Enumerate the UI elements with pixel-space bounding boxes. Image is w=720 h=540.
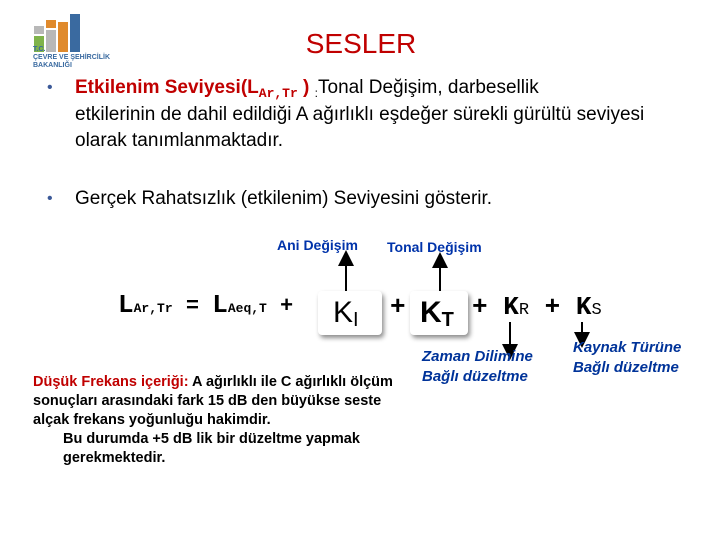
kaynak-line2: Bağlı düzeltme [573,359,679,376]
formula-eq: = [172,294,213,319]
formula-L2: L [212,290,228,320]
tonal-degisim-label: Tonal Değişim [387,239,482,255]
logo-text: T.C. ÇEVRE VE ŞEHİRCİLİK BAKANLIĞI [33,46,111,69]
formula-left [118,290,293,320]
formula-sub2: Aeq,T [227,301,267,316]
formula-ks: + K [529,292,592,322]
etkilenim-close: ) [297,77,315,98]
dusuk-frekans-term: Düşük Frekans içeriği: [33,374,189,390]
formula-plus2: + [390,292,406,322]
formula-L1: L [118,290,134,320]
ani-degisim-label: Ani Değişim [277,237,358,253]
page-title: SESLER [305,28,417,59]
etkilenim-line1: Tonal Değişim, darbesellik [318,77,539,98]
zaman-line1: Zaman Dilimine [422,348,533,365]
formula-sub-s: S [591,301,602,320]
zaman-note [422,347,533,387]
kt-term: KT [420,296,454,331]
ki-term: KI [333,296,359,331]
etkilenim-term: Etkilenim Seviyesi( [75,77,248,98]
formula-plus: + [266,294,294,319]
gercek-text: Gerçek Rahatsızlık (etkilenim) Seviyesini gösterir. [75,188,493,209]
formula-kr: + K [472,292,519,322]
kaynak-line1: Kaynak Türüne [573,339,682,356]
formula-kr-ks [472,292,602,322]
dusuk-frekans-note [33,373,403,468]
bullet-icon: • [47,190,53,207]
kaynak-note [573,338,681,378]
etkilenim-L: L [247,77,259,98]
etkilenim-definition: etkilerinin de dahil edildiği A ağırlıklı eşdeğer sürekli gürültü seviyesi olarak tanımlanmaktadır. [75,104,645,151]
dusuk-frekans-correction: Bu durumda +5 dB lik bir düzeltme yapmak gerekmektedir. [63,431,360,466]
zaman-line2: Bağlı düzeltme [422,368,528,385]
etkilenim-sub: Ar,Tr [258,86,298,101]
formula-sub1: Ar,Tr [133,301,173,316]
formula-sub-r: R [518,301,530,320]
dusuk-frekans-text: A ağırlıklı ile C ağırlıklı ölçüm sonuçları arasındaki fark 15 dB den büyükse seste alçak frekans yoğunluğu hakimdir. [33,374,393,428]
etkilenim-colon: : [314,86,319,100]
bullet-icon: • [47,79,53,96]
